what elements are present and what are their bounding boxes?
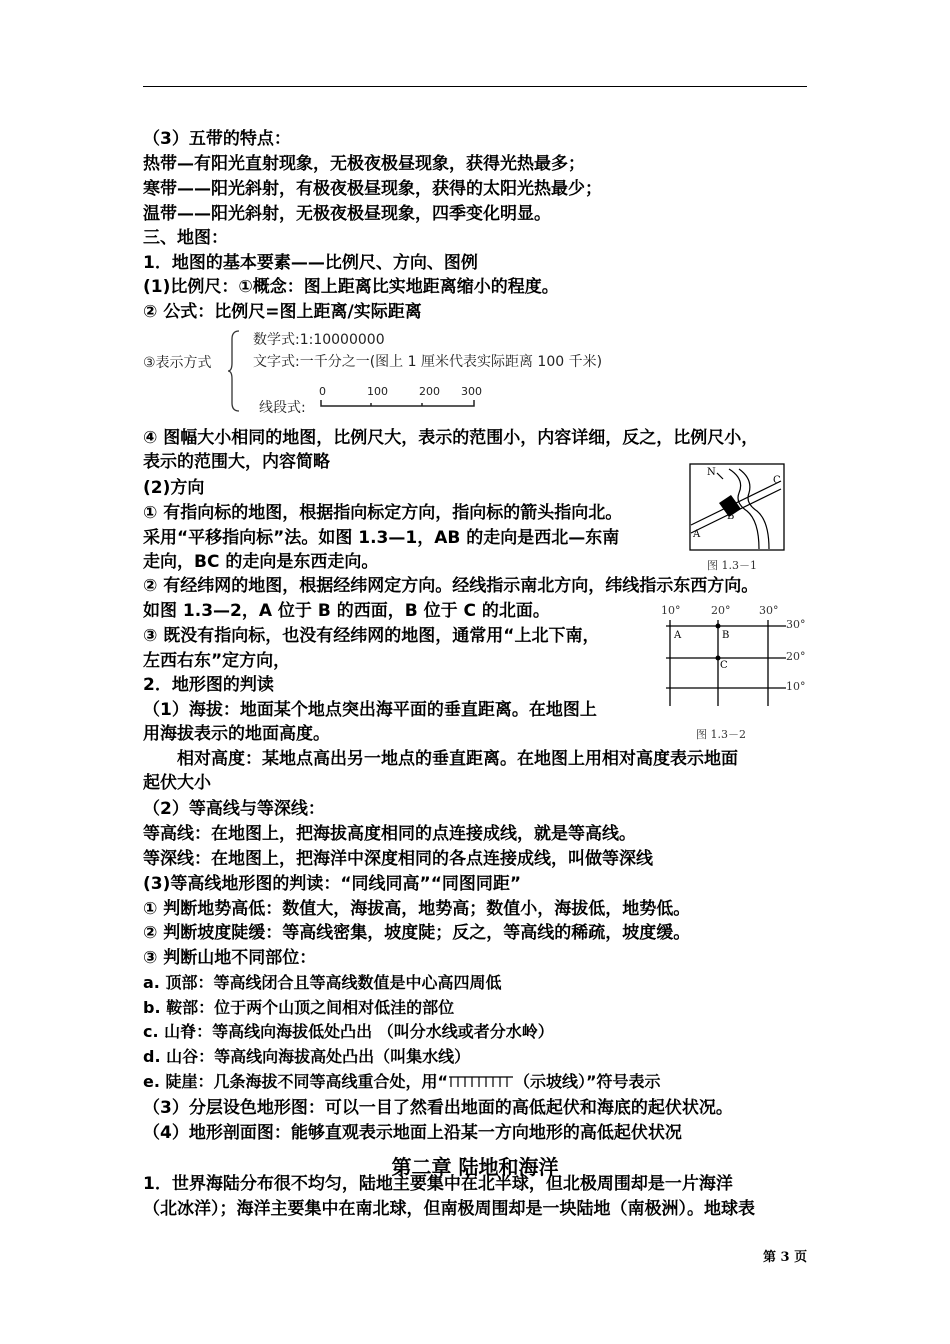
north-label: N (707, 467, 716, 478)
figure-caption: 图 1.3－2 (696, 728, 746, 741)
text-line: a. 顶部：等高线闭合且等高线数值是中心高四周低 (143, 973, 502, 992)
text-line: （3）分层设色地形图：可以一目了然看出地面的高低起伏和海底的起伏状况。 (143, 1098, 733, 1118)
text-line: 走向，BC 的走向是东西走向。 (143, 552, 379, 572)
text-line: （北冰洋）；海洋主要集中在南北球，但南极周围却是一块陆地（南极洲）。地球表 (143, 1199, 755, 1219)
text-line: 1．世界海陆分布很不均匀，陆地主要集中在北半球，但北极周围却是一片海洋 (143, 1174, 733, 1194)
text-line: 温带——阳光斜射，无极夜极昼现象，四季变化明显。 (143, 204, 551, 224)
chapter-title: 第二章 陆地和海洋 (391, 1155, 559, 1179)
scale-bar-label: 线段式: (259, 400, 306, 416)
slope-line-icon (448, 1075, 514, 1089)
text-segment: e. 陡崖：几条海拔不同等高线重合处，用“ (143, 1072, 449, 1091)
latitude-label: 10° (786, 680, 806, 693)
text-line: c. 山脊：等高线向海拔低处凸出 （叫分水线或者分水岭） (143, 1022, 554, 1041)
text-line: 寒带——阳光斜射，有极夜极昼现象，获得的太阳光热最少； (143, 179, 602, 199)
scale-representation (143, 325, 703, 425)
text-line: 相对高度：某地点高出另一地点的垂直距离。在地图上用相对高度表示地面 (143, 749, 738, 769)
scale-tick-label: 200 (419, 385, 440, 398)
page-number: 第 3 页 (763, 1250, 808, 1265)
text-line: 等深线：在地图上，把海洋中深度相同的各点连接成线，叫做等深线 (143, 849, 653, 869)
scale-bar-icon (319, 399, 479, 409)
text-line: d. 山谷：等高线向海拔高处凸出（叫集水线） (143, 1047, 471, 1066)
text-line: 用海拔表示的地面高度。 (143, 724, 330, 744)
text-line: 表示的范围大，内容简略 (143, 452, 330, 472)
latitude-label: 30° (786, 618, 806, 631)
text-line: 如图 1.3—2，A 位于 B 的西面，B 位于 C 的北面。 (143, 601, 550, 621)
brace-icon (227, 329, 241, 413)
text-line: ① 判断地势高低：数值大，海拔高，地势高；数值小，海拔低，地势低。 (143, 899, 691, 919)
text-line: ④ 图幅大小相同的地图，比例尺大，表示的范围小，内容详细，反之，比例尺小， (143, 428, 759, 448)
text-line (143, 1072, 661, 1092)
text-line: ③ 判断山地不同部位： (143, 948, 317, 968)
text-segment: （示坡线）”符号表示 (514, 1072, 661, 1091)
scale-text: 文字式:一千分之一(图上 1 厘米代表实际距离 100 千米) (253, 354, 603, 370)
longitude-label: 20° (711, 604, 731, 617)
figure-caption: 图 1.3－1 (707, 559, 757, 572)
section-heading: 三、地图： (143, 228, 228, 248)
text-line: 采用“平移指向标”法。如图 1.3—1，AB 的走向是西北—东南 (143, 528, 620, 548)
longitude-label: 30° (759, 604, 779, 617)
header-rule (143, 86, 807, 87)
text-line: 1．地图的基本要素——比例尺、方向、图例 (143, 253, 478, 273)
text-line: ② 判断坡度陡缓：等高线密集，坡度陡；反之，等高线的稀疏，坡度缓。 (143, 923, 691, 943)
section-heading: 2．地形图的判读 (143, 675, 274, 695)
text-line: （1）海拔：地面某个地点突出海平面的垂直距离。在地图上 (143, 700, 597, 720)
figure-1-3-1 (689, 463, 785, 571)
scale-tick-label: 300 (461, 385, 482, 398)
longitude-label: 10° (661, 604, 681, 617)
text-line: ① 有指向标的地图，根据指向标定方向，指向标的箭头指向北。 (143, 503, 623, 523)
scale-tick-label: 100 (367, 385, 388, 398)
text-line: （4）地形剖面图：能够直观表示地面上沿某一方向地形的高低起伏状况 (143, 1123, 682, 1143)
text-line: 起伏大小 (143, 773, 211, 793)
scale-numeric: 数学式:1:10000000 (253, 332, 385, 348)
point-b-label: B (722, 630, 730, 641)
point-a-label: A (693, 529, 701, 540)
text-line: 等高线：在地图上，把海拔高度相同的点连接成线，就是等高线。 (143, 824, 636, 844)
text-line: ② 公式：比例尺=图上距离/实际距离 (143, 302, 422, 322)
point-a-label: A (674, 630, 682, 641)
text-line: b. 鞍部：位于两个山顶之间相对低洼的部位 (143, 998, 455, 1017)
text-line: 左西右东”定方向， (143, 651, 291, 671)
point-b-label: B (727, 511, 735, 522)
figure-1-3-2 (652, 604, 812, 744)
direction-map-figure (689, 463, 785, 555)
text-line: ② 有经纬网的地图，根据经纬网定方向。经线指示南北方向，纬线指示东西方向。 (143, 576, 759, 596)
text-line: (2)方向 (143, 478, 205, 498)
text-line: 热带—有阳光直射现象，无极夜极昼现象，获得光热最多； (143, 154, 585, 174)
text-line: (3)等高线地形图的判读：“同线同高”“同图同距” (143, 874, 522, 894)
text-line: （2）等高线与等深线： (143, 799, 325, 819)
point-c-label: C (773, 475, 781, 486)
text-line: （3）五带的特点： (143, 129, 291, 149)
text-line: ③ 既没有指向标，也没有经纬网的地图，通常用“上北下南， (143, 626, 600, 646)
text-line: (1)比例尺：①概念：图上距离比实地距离缩小的程度。 (143, 277, 559, 297)
scale-tick-label: 0 (319, 385, 326, 398)
latitude-label: 20° (786, 650, 806, 663)
point-c-label: C (720, 660, 728, 671)
scale-label: ③表示方式 (143, 355, 212, 371)
